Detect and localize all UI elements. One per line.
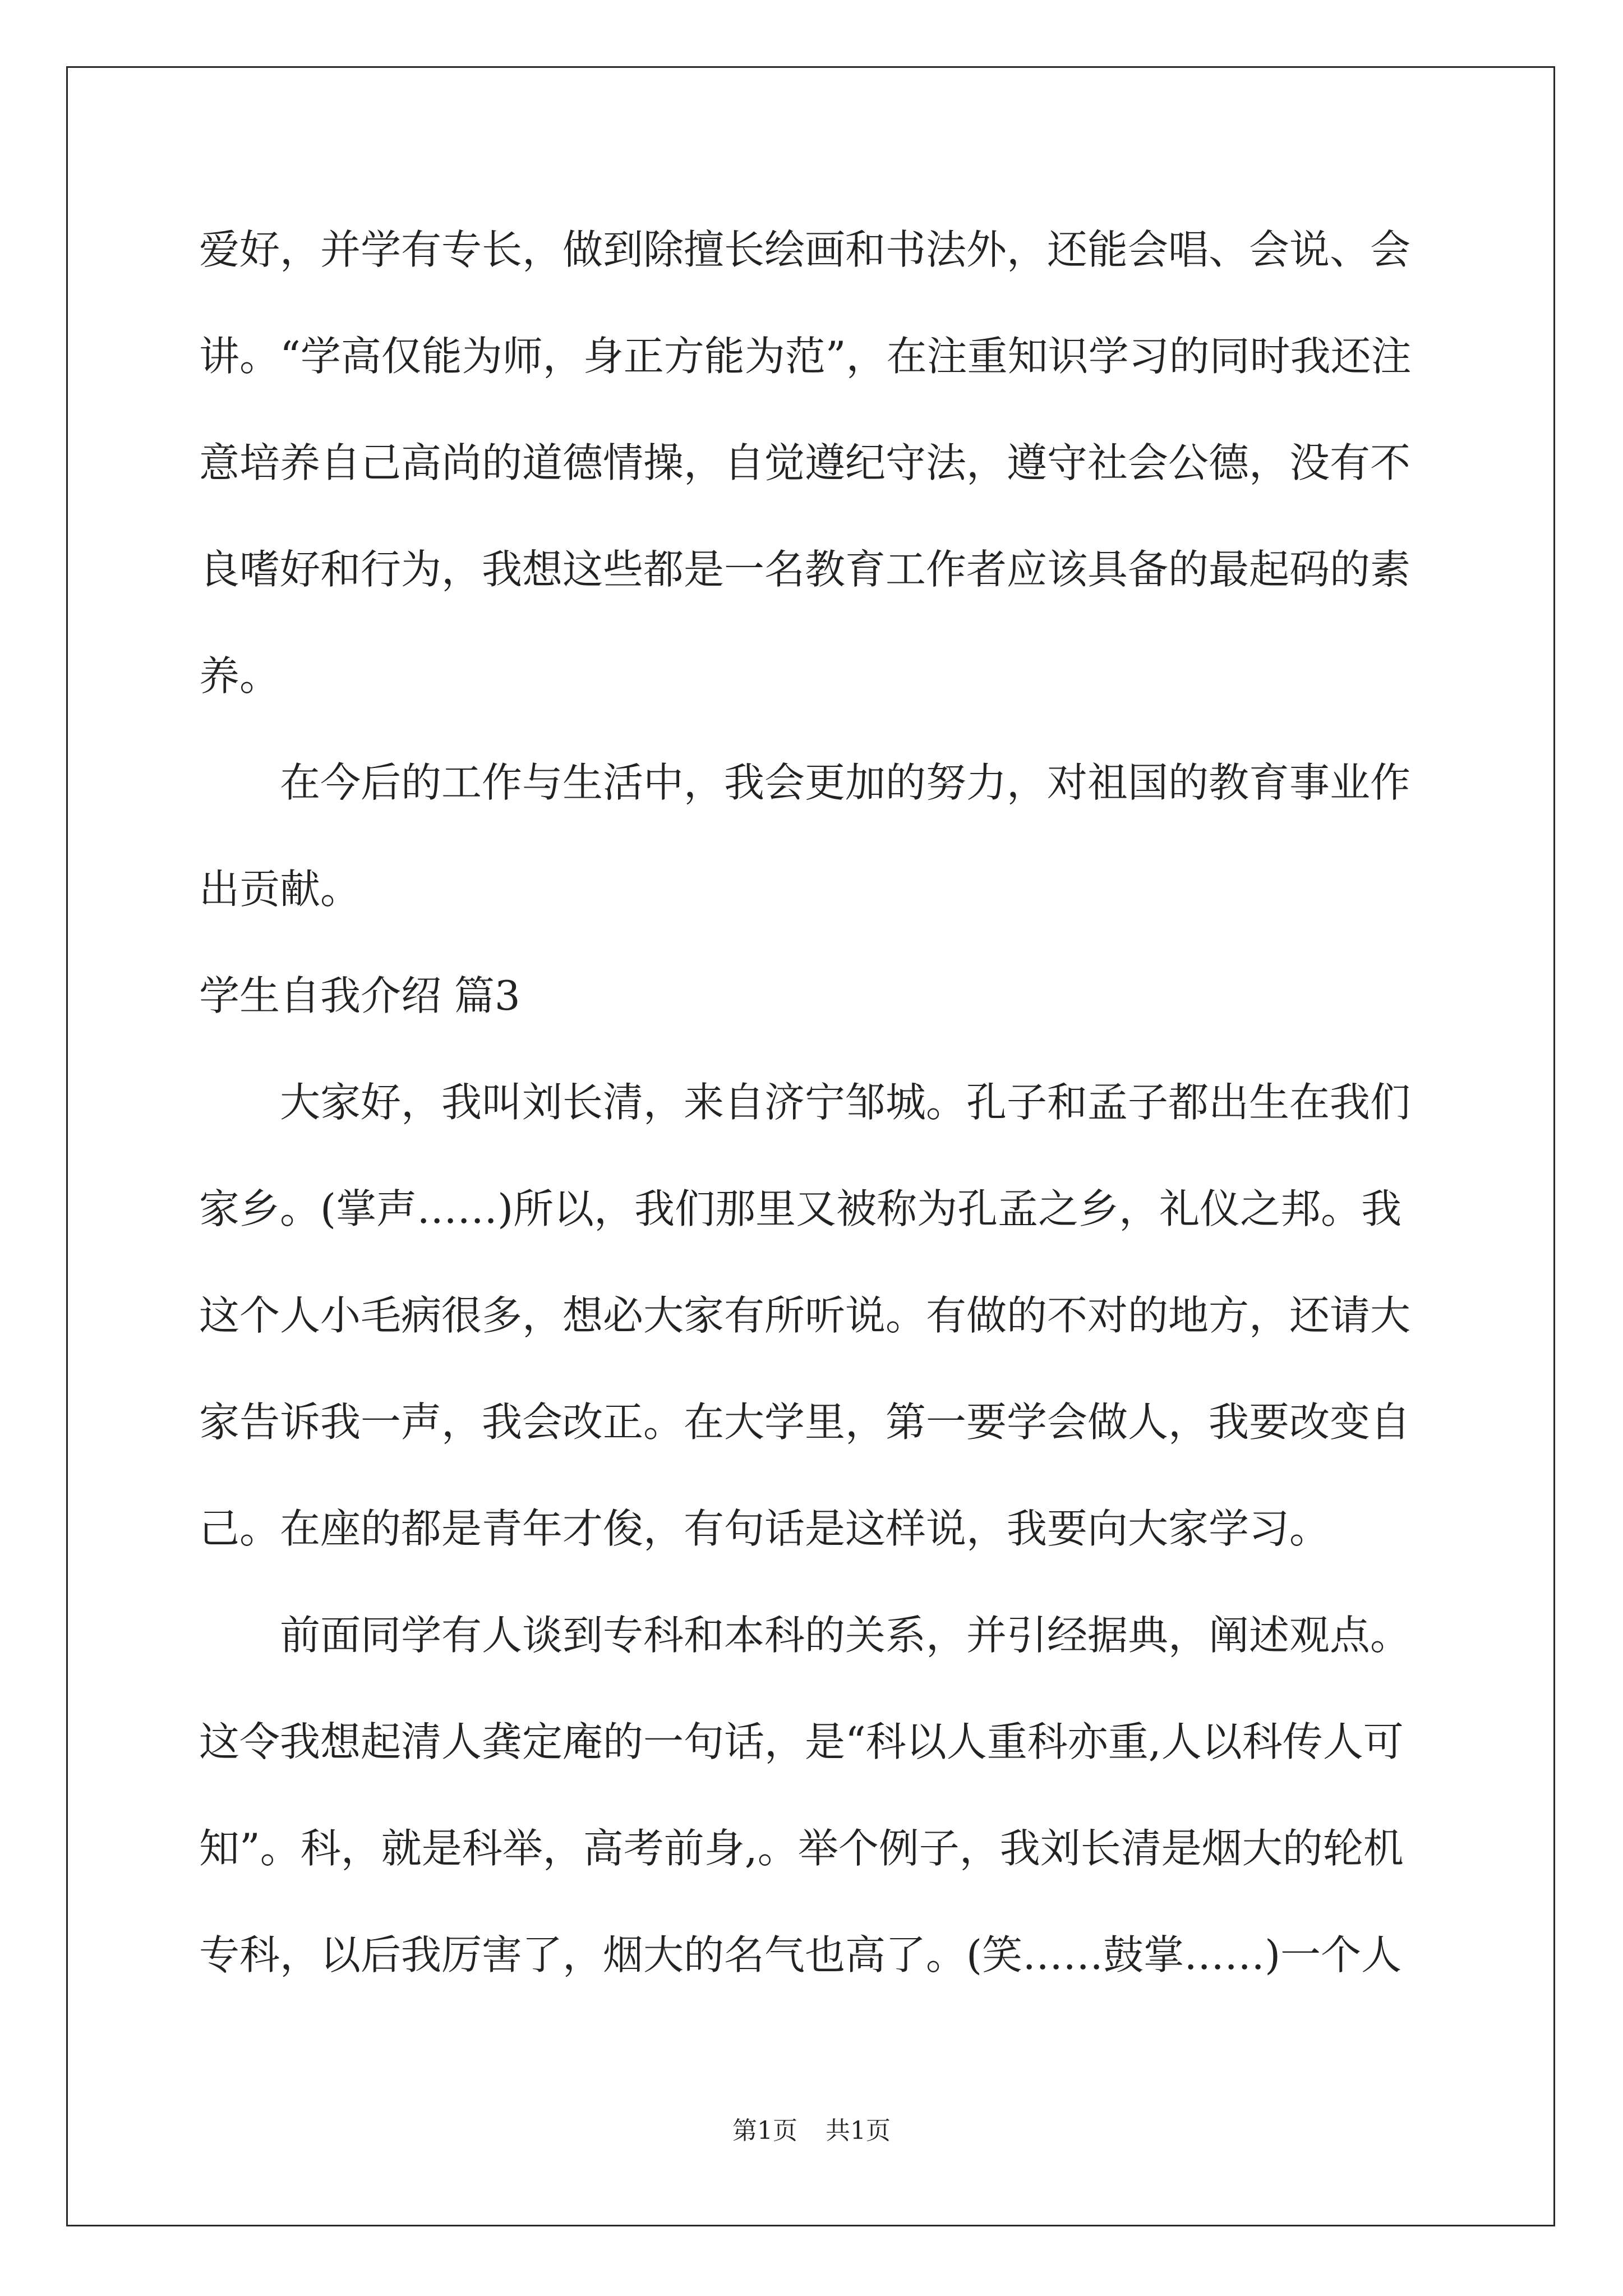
paragraph-line: 这个人小毛病很多，想必大家有所听说。有做的不对的地方，还请大 — [199, 1292, 1411, 1339]
paragraph-line: 知”。科，就是科举，高考前身,。举个例子，我刘长清是烟大的轮机 — [199, 1825, 1404, 1872]
paragraph-line: 良嗜好和行为，我想这些都是一名教育工作者应该具备的最起码的素 — [199, 546, 1411, 593]
paragraph-line: 出贡献。 — [199, 866, 361, 913]
paragraph-line: 家乡。(掌声……)所以，我们那里又被称为孔孟之乡，礼仪之邦。我 — [199, 1185, 1402, 1232]
paragraph-line: 专科，以后我厉害了，烟大的名气也高了。(笑……鼓掌……)一个人 — [199, 1931, 1402, 1978]
paragraph-line: 意培养自己高尚的道德情操，自觉遵纪守法，遵守社会公德，没有不 — [199, 439, 1411, 486]
paragraph-line: 爱好，并学有专长，做到除擅长绘画和书法外，还能会唱、会说、会 — [199, 226, 1411, 273]
paragraph-line: 前面同学有人谈到专科和本科的关系，并引经据典，阐述观点。 — [280, 1612, 1411, 1659]
document-body — [199, 196, 1433, 2008]
paragraph-line: 己。在座的都是青年才俊，有句话是这样说，我要向大家学习。 — [199, 1505, 1330, 1552]
paragraph-line: 大家好，我叫刘长清，来自济宁邹城。孔子和孟子都出生在我们 — [280, 1079, 1411, 1126]
paragraph-line: 在今后的工作与生活中，我会更加的努力，对祖国的教育事业作 — [280, 759, 1411, 806]
page-number: 第1页 — [732, 2116, 797, 2145]
section-heading: 学生自我介绍 篇3 — [199, 972, 520, 1019]
paragraph-line: 家告诉我一声，我会改正。在大学里，第一要学会做人，我要改变自 — [199, 1398, 1411, 1446]
paragraph-line: 这令我想起清人龚定庵的一句话，是“科以人重科亦重,人以科传人可 — [199, 1718, 1404, 1765]
paragraph-line: 讲。“学高仅能为师，身正方能为范”，在注重知识学习的同时我还注 — [199, 333, 1412, 380]
paragraph-line: 养。 — [199, 652, 280, 700]
page-total: 共1页 — [826, 2116, 891, 2145]
page-footer — [0, 2110, 1623, 2146]
